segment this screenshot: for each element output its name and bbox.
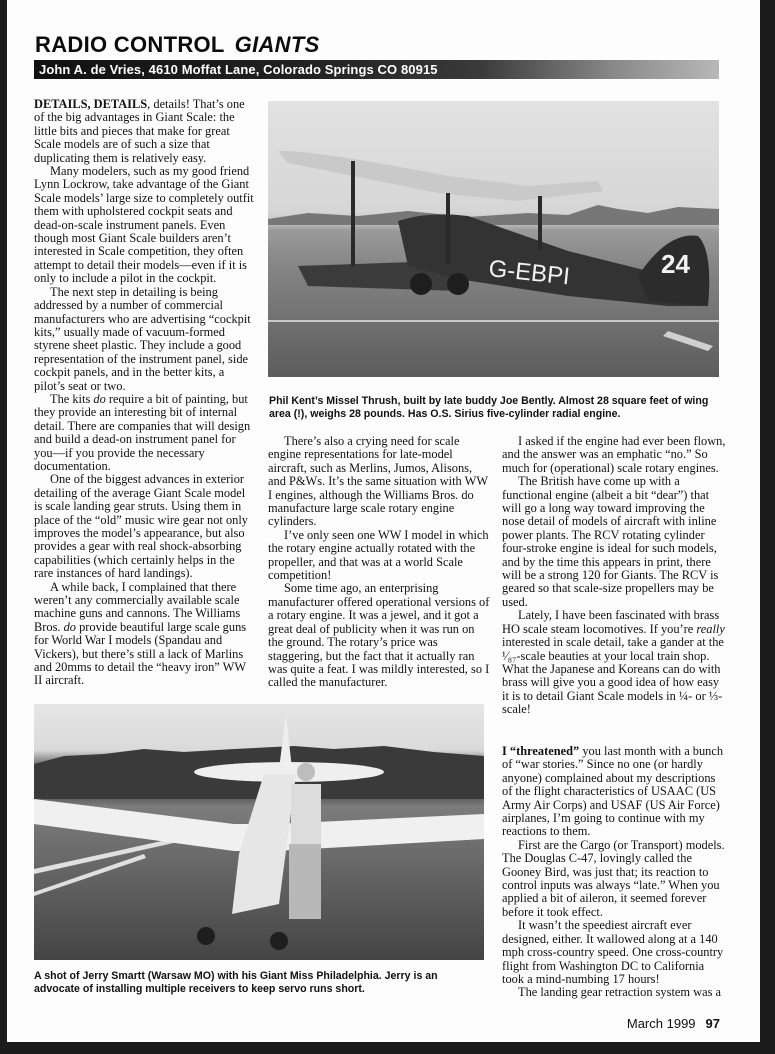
paragraph: I’ve only seen one WW I model in which the rotary engine actually rotated with the propeller, and that was at a world Scale competition! — [268, 527, 489, 583]
photo-caption-bottom: A shot of Jerry Smartt (Warsaw MO) with his Giant Miss Philadelphia. Jerry is an advocate of installing multiple receivers to keep servo runs short. — [34, 970, 438, 995]
title-accent: GIANTS — [234, 32, 320, 57]
paragraph: First are the Cargo (or Transport) models. The Douglas C-47, lovingly called the Gooney Bird, was just that; its reaction to control inputs was always “late.” When you applied a bit of aileron, it seemed forever before it took effect. — [502, 837, 725, 919]
paragraph-text: , details! That’s one of the big advantages in Giant Scale: the little bits and pieces that make for great Scale models are of such a size that duplicating them is relatively easy. — [34, 97, 245, 165]
paragraph: The landing gear retraction system was a — [518, 985, 721, 1000]
paragraph-text: The kits — [50, 391, 94, 406]
paragraph-text: A while back, I complained that there weren’t any commercially available scale machine guns and cannons. The Williams Bros. — [34, 579, 241, 634]
emphasis: do — [63, 619, 76, 634]
emphasis: really — [696, 621, 725, 636]
aircraft-registration: G-EBPI — [487, 255, 572, 291]
miss-philadelphia-photo — [34, 704, 484, 960]
biplane-illustration — [268, 101, 719, 377]
paragraph: Many modelers, such as my good friend Lynn Lockrow, take advantage of the Giant Scale models’ large size to completely outfit them with upholstered cockpit seats and dead-on-scale instrument panels. Even though most Giant Scale builders aren’t interested in Scale competition, they often attempt to detail their models—even if it is only to include a pilot in the cockpit. — [34, 164, 254, 286]
lead-in: I “threatened” — [502, 744, 580, 758]
lead-in: DETAILS, DETAILS — [34, 97, 148, 111]
paragraph: I asked if the engine had ever been flown, and the answer was an emphatic “no.” So much for (operational) scale rotary engines. — [502, 434, 726, 475]
paragraph-text: require a bit of painting, but they provide an interesting bit of internal detail. There are companies that will design and build a dead-on instrument panel for you—if you provide the necessary documentation. — [34, 391, 251, 473]
paragraph: Some time ago, an enterprising manufacturer offered operational versions of a rotary engine. It was a jewel, and it got a great deal of publicity when it was run on the ground. The rotary’s price was staggering, but the fact that it actually ran was quite a feat. I was mildly interested, so I called the manufacturer. — [268, 581, 490, 690]
page-footer — [627, 1016, 720, 1031]
paragraph — [34, 98, 256, 165]
biplane-photo — [268, 101, 719, 377]
paragraph — [502, 745, 728, 839]
paragraph: It wasn’t the speediest aircraft ever designed, either. It wallowed along at a 140 mph cross-country speed. One cross-country flight from Washington DC to California took a mind-numbing 17 hours! — [502, 918, 724, 986]
paragraph: There’s also a crying need for scale engine representations for late-model aircraft, such as Merlins, Jumos, Alisons, and P&Ws. It’s the same situation with WW I engines, although the Williams Bros. do manufacture large scale rotary engine cylinders. — [268, 434, 488, 529]
tail-number: 24 — [661, 249, 690, 279]
author-byline: John A. de Vries, 4610 Moffat Lane, Colorado Springs CO 80915 — [39, 62, 438, 77]
emphasis: do — [93, 391, 106, 406]
monoplane-illustration — [34, 704, 484, 960]
paragraph-text: Lately, I have been fascinated with brass HO scale steam locomotives. If you’re — [502, 608, 720, 636]
article-column-3 — [502, 435, 728, 717]
paragraph-text: interested in scale detail, take a gander at the ¹⁄₈₇-scale beauties at your local train shop. What the Japanese and Koreans can do with brass will give you a good idea of how easy it is to detail Giant Scale models in ¼- or ⅓-scale! — [502, 635, 724, 717]
article-column-2 — [268, 435, 490, 690]
magazine-page — [7, 0, 760, 1042]
paragraph: One of the biggest advances in exterior detailing of the average Giant Scale model is scale landing gear struts. Using them in place of the “old” music wire gear not only improves the model’s appearance, but also provides a gear with real shock-absorbing capabilities (which certainly helps in the rare instances of hard landings). — [34, 472, 249, 581]
paragraph-text: provide beautiful large scale guns for World War I models (Spandau and Vickers), but there’s still a lack of Marlins and 20mms to detail the “heavy iron” WW II aircraft. — [34, 619, 247, 688]
photo-caption-top: Phil Kent’s Missel Thrush, built by late buddy Joe Bently. Almost 28 square feet of wing area (!), weighs 28 pounds. Has O.S. Sirius five-cylinder radial engine. — [269, 395, 709, 420]
page-number: 97 — [705, 1016, 720, 1031]
paragraph-text: you last month with a bunch of “war stories.” Since no one (or hardly anyone) complained about my descriptions of the flight characteristics of USAAC (US Army Air Corps) and USAF (US Air Force) airplanes, I’m going to continue with my reactions to them. — [502, 744, 724, 839]
article-column-3-continued — [502, 745, 728, 1000]
paragraph — [34, 393, 256, 473]
paragraph — [34, 581, 256, 688]
title-main: RADIO CONTROL — [35, 32, 225, 57]
issue-date: March 1999 — [626, 1016, 696, 1031]
paragraph: The next step in detailing is being addressed by a number of commercial manufacturers who are advertising “cockpit kits,” usually made of vacuum-formed styrene sheet plastic. They include a good representation of the instrument panel, side cockpit panels, and in the better kits, a pilot’s seat or two. — [34, 284, 251, 393]
paragraph — [502, 609, 728, 716]
column-title — [35, 34, 320, 56]
byline-bar — [34, 60, 719, 79]
paragraph: The British have come up with a functional engine (albeit a bit “dear”) that will go a long way toward improving the nose detail of models of aircraft with inline power plants. The RCV rotating cylinder four-stroke engine is ideal for such models, and by the time this appears in print, there will be a strong 120 for Giants. The RCV is geared so that scale-size propellers may be used. — [502, 474, 719, 609]
article-column-1 — [34, 98, 256, 688]
